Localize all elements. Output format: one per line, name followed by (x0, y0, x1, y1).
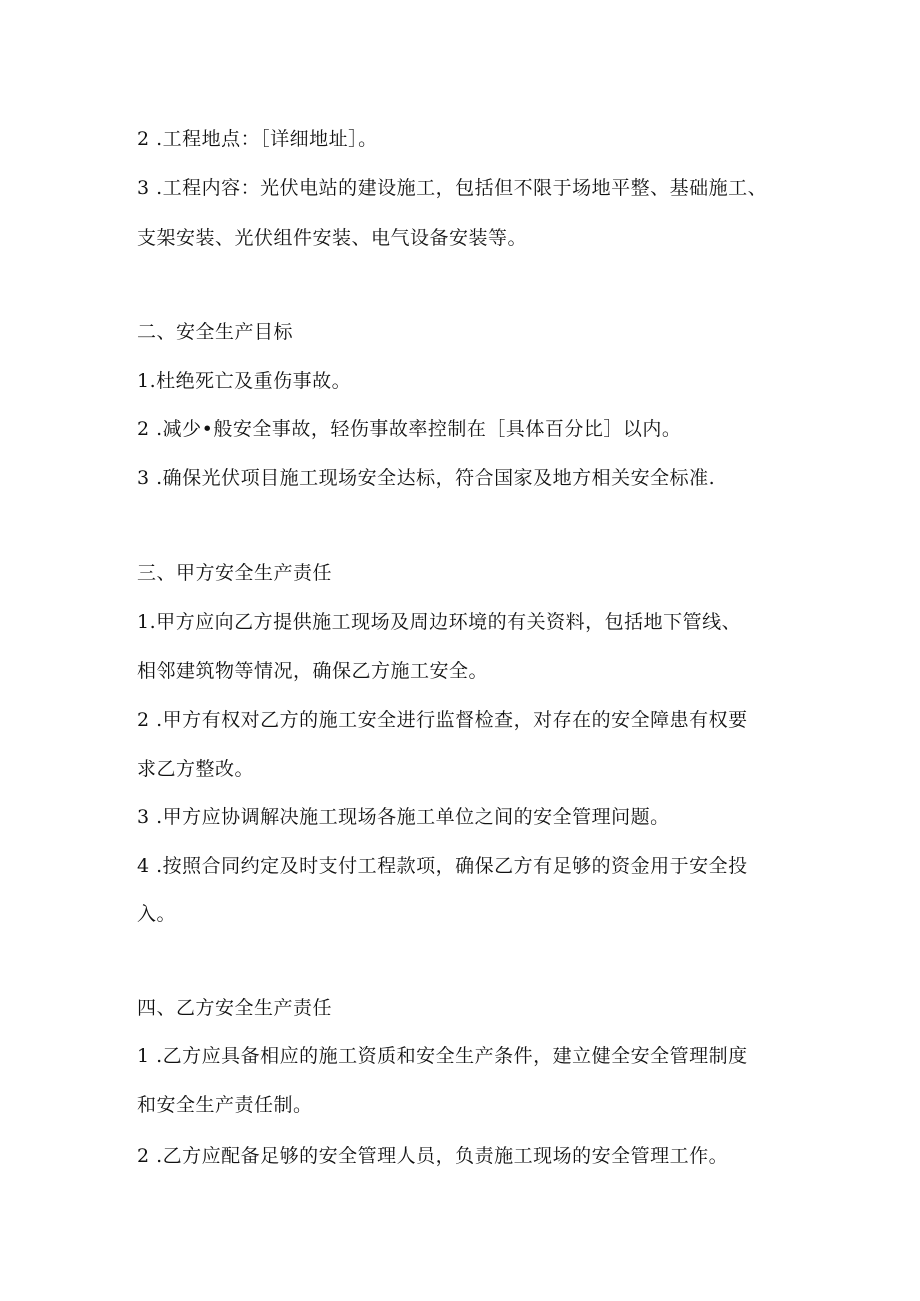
line-party-a-4-cont: 入。 (137, 903, 177, 925)
line-party-a-2-cont: 求乙方整改。 (137, 758, 255, 780)
line-party-a-1-cont: 相邻建筑物等情况，确保乙方施工安全。 (137, 660, 489, 682)
line-party-b-1: 1 .乙方应具备相应的施工资质和安全生产条件，建立健全安全管理制度 (137, 1045, 748, 1067)
section-heading-party-b: 四、乙方安全生产责任 (137, 997, 333, 1019)
line-party-a-4: 4 .按照合同约定及时支付工程款项，确保乙方有足够的资金用于安全投 (137, 855, 748, 877)
line-goal-2: 2 .减少•般安全事故，轻伤事故率控制在［具体百分比］以内。 (137, 418, 682, 440)
line-party-b-2: 2 .乙方应配备足够的安全管理人员，负责施工现场的安全管理工作。 (137, 1145, 729, 1167)
line-party-b-1-cont: 和安全生产责任制。 (137, 1094, 313, 1116)
line-party-a-1: 1.甲方应向乙方提供施工现场及周边环境的有关资料，包括地下管线、 (137, 611, 742, 633)
section-heading-party-a: 三、甲方安全生产责任 (137, 562, 333, 584)
line-party-a-2: 2 .甲方有权对乙方的施工安全进行监督检查，对存在的安全障患有权要 (137, 709, 748, 731)
line-goal-3: 3 .确保光伏项目施工现场安全达标，符合国家及地方相关安全标准. (137, 467, 716, 489)
section-heading-safety-goals: 二、安全生产目标 (137, 321, 294, 343)
line-goal-1: 1.杜绝死亡及重伤事故。 (137, 370, 352, 392)
line-project-location: 2 .工程地点：［详细地址］。 (137, 128, 378, 150)
line-project-content-cont: 支架安装、光伏组件安装、电气设备安装等。 (137, 227, 528, 249)
line-party-a-3: 3 .甲方应协调解决施工现场各施工单位之间的安全管理问题。 (137, 806, 670, 828)
line-project-content: 3 .工程内容：光伏电站的建设施工，包括但不限于场地平整、基础施工、 (137, 177, 768, 199)
